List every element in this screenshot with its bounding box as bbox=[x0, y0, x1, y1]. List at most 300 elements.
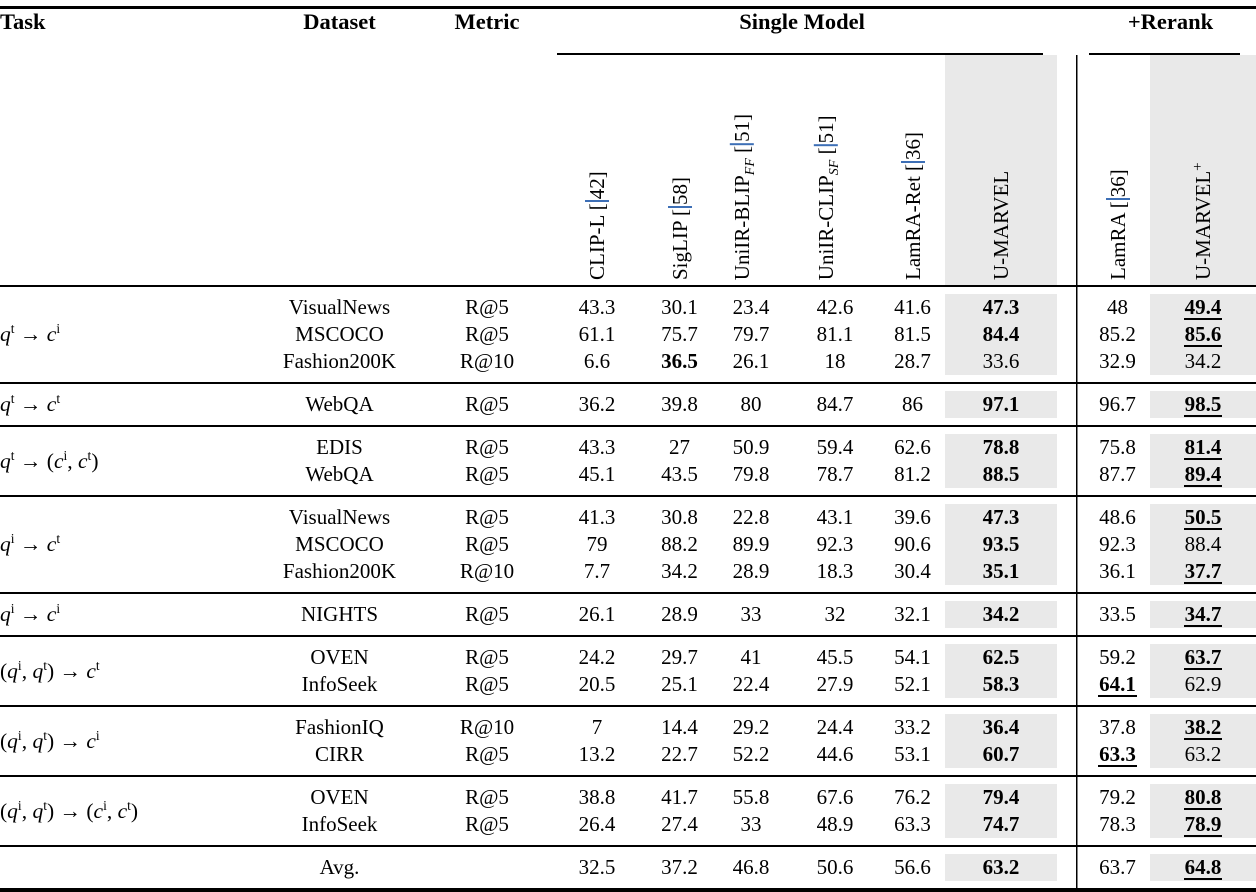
task-group bbox=[0, 383, 1256, 426]
value-cell bbox=[880, 784, 945, 811]
metric-value: 89.9 bbox=[732, 532, 770, 556]
metric-value: 7 bbox=[591, 715, 603, 739]
dataset-column-header: Dataset bbox=[252, 8, 427, 287]
metric-value: 52.2 bbox=[732, 742, 770, 766]
metric-cell bbox=[427, 854, 547, 881]
divider-cell bbox=[1057, 601, 1085, 628]
value-cell bbox=[547, 461, 647, 488]
value-cell bbox=[790, 504, 880, 531]
divider-cell bbox=[1057, 784, 1085, 811]
value-cell bbox=[790, 784, 880, 811]
spacer-cell bbox=[0, 286, 1057, 294]
metric-value: 28.9 bbox=[732, 559, 770, 583]
spacer-row bbox=[0, 698, 1256, 706]
spacer-cell bbox=[1085, 628, 1256, 636]
value-cell bbox=[1085, 348, 1150, 375]
value-cell bbox=[1085, 644, 1150, 671]
spacer-row bbox=[0, 585, 1256, 593]
rotated-model-label: U-MARVEL bbox=[989, 170, 1013, 280]
metric-value: 56.6 bbox=[894, 855, 931, 879]
dataset-cell: Fashion200K bbox=[282, 559, 397, 583]
metric-value: 35.1 bbox=[982, 559, 1020, 583]
metric-value: 49.4 bbox=[1184, 295, 1222, 319]
value-cell bbox=[945, 601, 1057, 628]
spacer-cell bbox=[0, 636, 1057, 644]
spacer-cell bbox=[1085, 768, 1256, 776]
value-cell bbox=[945, 531, 1057, 558]
table-row bbox=[0, 784, 1256, 811]
dataset-cell: InfoSeek bbox=[301, 812, 378, 836]
spacer-row bbox=[0, 768, 1256, 776]
value-cell bbox=[712, 294, 790, 321]
spacer-row bbox=[0, 628, 1256, 636]
metric-value: 60.7 bbox=[982, 742, 1020, 766]
metric-cell: R@5 bbox=[465, 505, 509, 529]
metric-value: 98.5 bbox=[1184, 392, 1222, 416]
spacer-cell bbox=[1057, 488, 1085, 496]
value-cell bbox=[712, 434, 790, 461]
task-group bbox=[0, 286, 1256, 383]
dataset-cell: OVEN bbox=[310, 785, 369, 809]
value-cell bbox=[880, 531, 945, 558]
value-cell bbox=[790, 391, 880, 418]
spacer-cell bbox=[0, 846, 1057, 854]
metric-value: 87.7 bbox=[1099, 462, 1136, 486]
metric-value: 26.1 bbox=[578, 602, 616, 626]
spacer-cell bbox=[1057, 838, 1085, 846]
spacer-cell bbox=[1085, 488, 1256, 496]
value-cell bbox=[1085, 434, 1150, 461]
value-cell bbox=[945, 784, 1057, 811]
metric-value: 53.1 bbox=[894, 742, 931, 766]
value-cell bbox=[647, 504, 712, 531]
table-row bbox=[0, 644, 1256, 671]
value-cell bbox=[547, 714, 647, 741]
dataset-cell: EDIS bbox=[316, 435, 363, 459]
dataset-cell: NIGHTS bbox=[301, 602, 378, 626]
column-header-lamra bbox=[1085, 55, 1150, 286]
spacer-row bbox=[0, 286, 1256, 294]
metric-value: 43.3 bbox=[578, 295, 616, 319]
spacer-cell bbox=[1085, 706, 1256, 714]
metric-value: 79.8 bbox=[732, 462, 770, 486]
value-cell bbox=[880, 854, 945, 881]
spacer-cell bbox=[1085, 846, 1256, 854]
metric-value: 79 bbox=[586, 532, 608, 556]
spacer-cell bbox=[0, 383, 1057, 391]
value-cell bbox=[790, 854, 880, 881]
value-cell bbox=[790, 434, 880, 461]
dataset-cell: OVEN bbox=[310, 645, 369, 669]
spacer-cell bbox=[1057, 846, 1085, 854]
value-cell bbox=[1150, 461, 1256, 488]
metric-value: 23.4 bbox=[732, 295, 770, 319]
value-cell bbox=[945, 558, 1057, 585]
metric-value: 58.3 bbox=[982, 672, 1020, 696]
value-cell bbox=[790, 531, 880, 558]
value-cell bbox=[945, 714, 1057, 741]
spacer-cell bbox=[1085, 593, 1256, 601]
value-cell bbox=[945, 294, 1057, 321]
metric-value: 22.8 bbox=[732, 505, 770, 529]
value-cell bbox=[880, 504, 945, 531]
spacer-cell bbox=[0, 488, 1057, 496]
task-label: $q^i \to c^i$ bbox=[0, 600, 61, 626]
spacer-cell bbox=[0, 628, 1057, 636]
value-cell bbox=[547, 671, 647, 698]
value-cell bbox=[945, 391, 1057, 418]
spacer-cell bbox=[1057, 375, 1085, 383]
value-cell bbox=[1085, 854, 1150, 881]
rotated-model-label: UniIR-$CLIP_{SF}$ [51] bbox=[813, 115, 842, 280]
value-cell bbox=[790, 671, 880, 698]
table-row bbox=[0, 391, 1256, 418]
value-cell bbox=[945, 741, 1057, 768]
spacer-row bbox=[0, 838, 1256, 846]
metric-value: 34.2 bbox=[1184, 349, 1222, 373]
value-cell bbox=[945, 434, 1057, 461]
metric-value: 33 bbox=[740, 602, 762, 626]
value-cell bbox=[547, 601, 647, 628]
spacer-row bbox=[0, 846, 1256, 854]
column-header-uniir-clip bbox=[790, 55, 880, 286]
spacer-cell bbox=[0, 585, 1057, 593]
value-cell bbox=[790, 348, 880, 375]
divider-cell bbox=[1057, 294, 1085, 321]
metric-value: 36.1 bbox=[1099, 559, 1136, 583]
divider-cell bbox=[1057, 741, 1085, 768]
value-cell bbox=[1085, 391, 1150, 418]
metric-value: 55.8 bbox=[732, 785, 770, 809]
value-cell bbox=[790, 644, 880, 671]
value-cell bbox=[1150, 434, 1256, 461]
citation-link[interactable]: 36 bbox=[901, 139, 925, 163]
spacer-row bbox=[0, 375, 1256, 383]
metric-value: 90.6 bbox=[894, 532, 931, 556]
metric-value: 27.4 bbox=[661, 812, 698, 836]
value-cell bbox=[945, 348, 1057, 375]
divider-cell bbox=[1057, 531, 1085, 558]
spacer-cell bbox=[0, 776, 1057, 784]
metric-value: 76.2 bbox=[894, 785, 931, 809]
task-column-header: Task bbox=[0, 8, 252, 287]
metric-value: 30.8 bbox=[661, 505, 698, 529]
value-cell bbox=[547, 854, 647, 881]
column-header-u-marvel+ bbox=[1150, 55, 1256, 286]
value-cell bbox=[790, 601, 880, 628]
metric-value: 78.7 bbox=[816, 462, 854, 486]
spacer-cell bbox=[1085, 418, 1256, 426]
metric-value: 24.2 bbox=[578, 645, 616, 669]
value-cell bbox=[1150, 784, 1256, 811]
spacer-cell bbox=[1085, 838, 1256, 846]
citation-link[interactable]: 42 bbox=[585, 178, 609, 202]
value-cell bbox=[647, 741, 712, 768]
metric-value: 59.2 bbox=[1099, 645, 1136, 669]
metric-value: 37.7 bbox=[1184, 559, 1222, 583]
dataset-cell: FashionIQ bbox=[295, 715, 384, 739]
metric-value: 81.1 bbox=[816, 322, 854, 346]
value-cell bbox=[547, 811, 647, 838]
task-group bbox=[0, 496, 1256, 593]
metric-cell: R@5 bbox=[465, 295, 509, 319]
value-cell bbox=[712, 854, 790, 881]
citation-link[interactable]: 51 bbox=[730, 121, 754, 145]
metric-value: 34.2 bbox=[982, 602, 1020, 626]
value-cell bbox=[1150, 558, 1256, 585]
dataset-cell: MSCOCO bbox=[295, 532, 384, 556]
value-cell bbox=[647, 461, 712, 488]
citation-link[interactable]: 36 bbox=[1106, 176, 1130, 200]
metric-value: 62.6 bbox=[894, 435, 931, 459]
metric-value: 38.2 bbox=[1184, 715, 1222, 739]
metric-value: 36.4 bbox=[982, 715, 1020, 739]
spacer-row bbox=[0, 426, 1256, 434]
single-model-group-header: Single Model bbox=[547, 8, 1057, 56]
metric-value: 47.3 bbox=[982, 505, 1020, 529]
value-cell bbox=[1085, 811, 1150, 838]
value-cell bbox=[790, 558, 880, 585]
value-cell bbox=[647, 854, 712, 881]
column-header-lamra-ret bbox=[880, 55, 945, 286]
metric-value: 61.1 bbox=[578, 322, 616, 346]
value-cell bbox=[880, 714, 945, 741]
metric-value: 37.2 bbox=[661, 855, 698, 879]
dataset-cell: VisualNews bbox=[288, 295, 391, 319]
spacer-cell bbox=[1085, 585, 1256, 593]
value-cell bbox=[712, 531, 790, 558]
metric-value: 54.1 bbox=[894, 645, 931, 669]
metric-value: 50.6 bbox=[816, 855, 854, 879]
metric-value: 63.2 bbox=[1184, 742, 1222, 766]
divider-cell bbox=[1057, 348, 1085, 375]
value-cell bbox=[647, 671, 712, 698]
spacer-cell bbox=[1085, 636, 1256, 644]
rotated-model-label: CLIP-L [42] bbox=[585, 171, 609, 280]
metric-column-header: Metric bbox=[427, 8, 547, 287]
metric-value: 75.8 bbox=[1099, 435, 1136, 459]
metric-value: 45.1 bbox=[578, 462, 616, 486]
spacer-cell bbox=[0, 706, 1057, 714]
value-cell bbox=[790, 811, 880, 838]
value-cell bbox=[547, 558, 647, 585]
spacer-cell bbox=[1057, 628, 1085, 636]
metric-value: 34.7 bbox=[1184, 602, 1222, 626]
metric-value: 41.7 bbox=[661, 785, 698, 809]
value-cell bbox=[880, 811, 945, 838]
value-cell bbox=[712, 348, 790, 375]
spacer-cell bbox=[1057, 698, 1085, 706]
dataset-cell: Avg. bbox=[319, 855, 360, 879]
metric-value: 48.6 bbox=[1099, 505, 1136, 529]
group-header-row bbox=[0, 8, 1256, 56]
metric-cell: R@5 bbox=[465, 645, 509, 669]
metric-value: 32.9 bbox=[1099, 349, 1136, 373]
metric-value: 20.5 bbox=[578, 672, 616, 696]
metric-value: 84.7 bbox=[816, 392, 854, 416]
metric-value: 79.7 bbox=[732, 322, 770, 346]
value-cell bbox=[1085, 741, 1150, 768]
spacer-cell bbox=[1057, 636, 1085, 644]
metric-value: 34.2 bbox=[661, 559, 698, 583]
spacer-row bbox=[0, 496, 1256, 504]
value-cell bbox=[647, 391, 712, 418]
metric-value: 93.5 bbox=[982, 532, 1020, 556]
spacer-cell bbox=[1057, 776, 1085, 784]
value-cell bbox=[647, 811, 712, 838]
metric-value: 38.8 bbox=[578, 785, 616, 809]
spacer-cell bbox=[1057, 418, 1085, 426]
value-cell bbox=[712, 601, 790, 628]
metric-value: 46.8 bbox=[732, 855, 770, 879]
average-group bbox=[0, 846, 1256, 890]
metric-value: 32.1 bbox=[894, 602, 931, 626]
metric-value: 27 bbox=[669, 435, 690, 459]
value-cell bbox=[1150, 321, 1256, 348]
metric-value: 7.7 bbox=[583, 559, 611, 583]
value-cell bbox=[712, 504, 790, 531]
table-row bbox=[0, 714, 1256, 741]
metric-value: 26.1 bbox=[732, 349, 770, 373]
value-cell bbox=[1150, 714, 1256, 741]
value-cell bbox=[712, 741, 790, 768]
metric-value: 50.9 bbox=[732, 435, 770, 459]
metric-value: 13.2 bbox=[578, 742, 616, 766]
value-cell bbox=[647, 348, 712, 375]
spacer-row bbox=[0, 706, 1256, 714]
metric-value: 74.7 bbox=[982, 812, 1020, 836]
task-label: ($q^i$, $q^t) \to c^t$ bbox=[0, 657, 100, 683]
value-cell bbox=[547, 321, 647, 348]
spacer-cell bbox=[0, 496, 1057, 504]
metric-value: 84.4 bbox=[982, 322, 1020, 346]
spacer-cell bbox=[0, 768, 1057, 776]
spacer-cell bbox=[1085, 881, 1256, 890]
table-header bbox=[0, 8, 1256, 287]
spacer-row bbox=[0, 383, 1256, 391]
metric-value: 47.3 bbox=[982, 295, 1020, 319]
value-cell bbox=[880, 558, 945, 585]
spacer-cell bbox=[1057, 286, 1085, 294]
metric-cell: R@5 bbox=[465, 812, 509, 836]
dataset-cell: CIRR bbox=[314, 742, 364, 766]
citation-link[interactable]: 51 bbox=[814, 122, 838, 146]
task-label: $q^i \to c^t$ bbox=[0, 530, 61, 556]
divider-cell bbox=[1057, 504, 1085, 531]
metric-value: 88.5 bbox=[982, 462, 1020, 486]
column-header-clip-l bbox=[547, 55, 647, 286]
table-row bbox=[0, 434, 1256, 461]
value-cell bbox=[647, 531, 712, 558]
divider-cell bbox=[1057, 321, 1085, 348]
value-cell bbox=[1150, 504, 1256, 531]
divider-cell bbox=[1057, 811, 1085, 838]
table-row bbox=[0, 504, 1256, 531]
value-cell bbox=[712, 714, 790, 741]
metric-value: 48 bbox=[1107, 295, 1129, 319]
metric-value: 92.3 bbox=[1099, 532, 1136, 556]
value-cell bbox=[1085, 461, 1150, 488]
value-cell bbox=[647, 784, 712, 811]
value-cell bbox=[1150, 531, 1256, 558]
value-cell bbox=[880, 348, 945, 375]
dataset-cell: VisualNews bbox=[288, 505, 391, 529]
task-group bbox=[0, 593, 1256, 636]
value-cell bbox=[790, 321, 880, 348]
divider-cell bbox=[1057, 714, 1085, 741]
task-group bbox=[0, 776, 1256, 846]
metric-value: 45.5 bbox=[816, 645, 854, 669]
metric-value: 85.2 bbox=[1099, 322, 1136, 346]
dataset-cell: WebQA bbox=[305, 392, 374, 416]
metric-value: 67.6 bbox=[816, 785, 854, 809]
metric-cell: R@5 bbox=[465, 392, 509, 416]
value-cell bbox=[647, 601, 712, 628]
metric-value: 50.5 bbox=[1184, 505, 1222, 529]
column-header-uniir-blip bbox=[712, 55, 790, 286]
value-cell bbox=[547, 294, 647, 321]
value-cell bbox=[790, 741, 880, 768]
metric-value: 78.3 bbox=[1099, 812, 1136, 836]
value-cell bbox=[1150, 294, 1256, 321]
value-cell bbox=[712, 558, 790, 585]
value-cell bbox=[547, 531, 647, 558]
metric-value: 63.3 bbox=[1099, 742, 1136, 766]
value-cell bbox=[1150, 644, 1256, 671]
metric-value: 30.4 bbox=[894, 559, 931, 583]
header-gap bbox=[1057, 8, 1085, 56]
metric-value: 80 bbox=[740, 392, 762, 416]
metric-value: 62.9 bbox=[1184, 672, 1222, 696]
metric-value: 14.4 bbox=[661, 715, 698, 739]
value-cell bbox=[647, 558, 712, 585]
metric-value: 92.3 bbox=[816, 532, 854, 556]
citation-link[interactable]: 58 bbox=[668, 184, 692, 208]
rotated-model-label: U-MARVEL+ bbox=[1190, 162, 1216, 280]
metric-value: 39.8 bbox=[661, 392, 698, 416]
divider-cell bbox=[1057, 461, 1085, 488]
rotated-model-label: LamRA [36] bbox=[1105, 169, 1130, 280]
value-cell bbox=[880, 671, 945, 698]
dataset-cell: WebQA bbox=[305, 462, 374, 486]
value-cell bbox=[790, 461, 880, 488]
task-label bbox=[0, 854, 252, 881]
metric-value: 63.3 bbox=[894, 812, 931, 836]
metric-cell: R@5 bbox=[465, 532, 509, 556]
metric-value: 32.5 bbox=[578, 855, 616, 879]
column-header-u-marvel bbox=[945, 55, 1057, 286]
value-cell bbox=[1085, 321, 1150, 348]
spacer-cell bbox=[0, 426, 1057, 434]
metric-value: 22.4 bbox=[732, 672, 770, 696]
metric-value: 29.7 bbox=[661, 645, 698, 669]
metric-cell: R@10 bbox=[459, 559, 515, 583]
divider-cell bbox=[1057, 644, 1085, 671]
metric-value: 88.2 bbox=[661, 532, 698, 556]
divider-cell bbox=[1057, 854, 1085, 881]
dataset-cell: Fashion200K bbox=[282, 349, 397, 373]
value-cell bbox=[1085, 504, 1150, 531]
value-cell bbox=[647, 321, 712, 348]
value-cell bbox=[880, 644, 945, 671]
metric-value: 33.5 bbox=[1099, 602, 1136, 626]
metric-value: 89.4 bbox=[1184, 462, 1222, 486]
value-cell bbox=[547, 644, 647, 671]
value-cell bbox=[880, 391, 945, 418]
metric-cell: R@5 bbox=[465, 672, 509, 696]
value-cell bbox=[945, 461, 1057, 488]
value-cell bbox=[1085, 714, 1150, 741]
